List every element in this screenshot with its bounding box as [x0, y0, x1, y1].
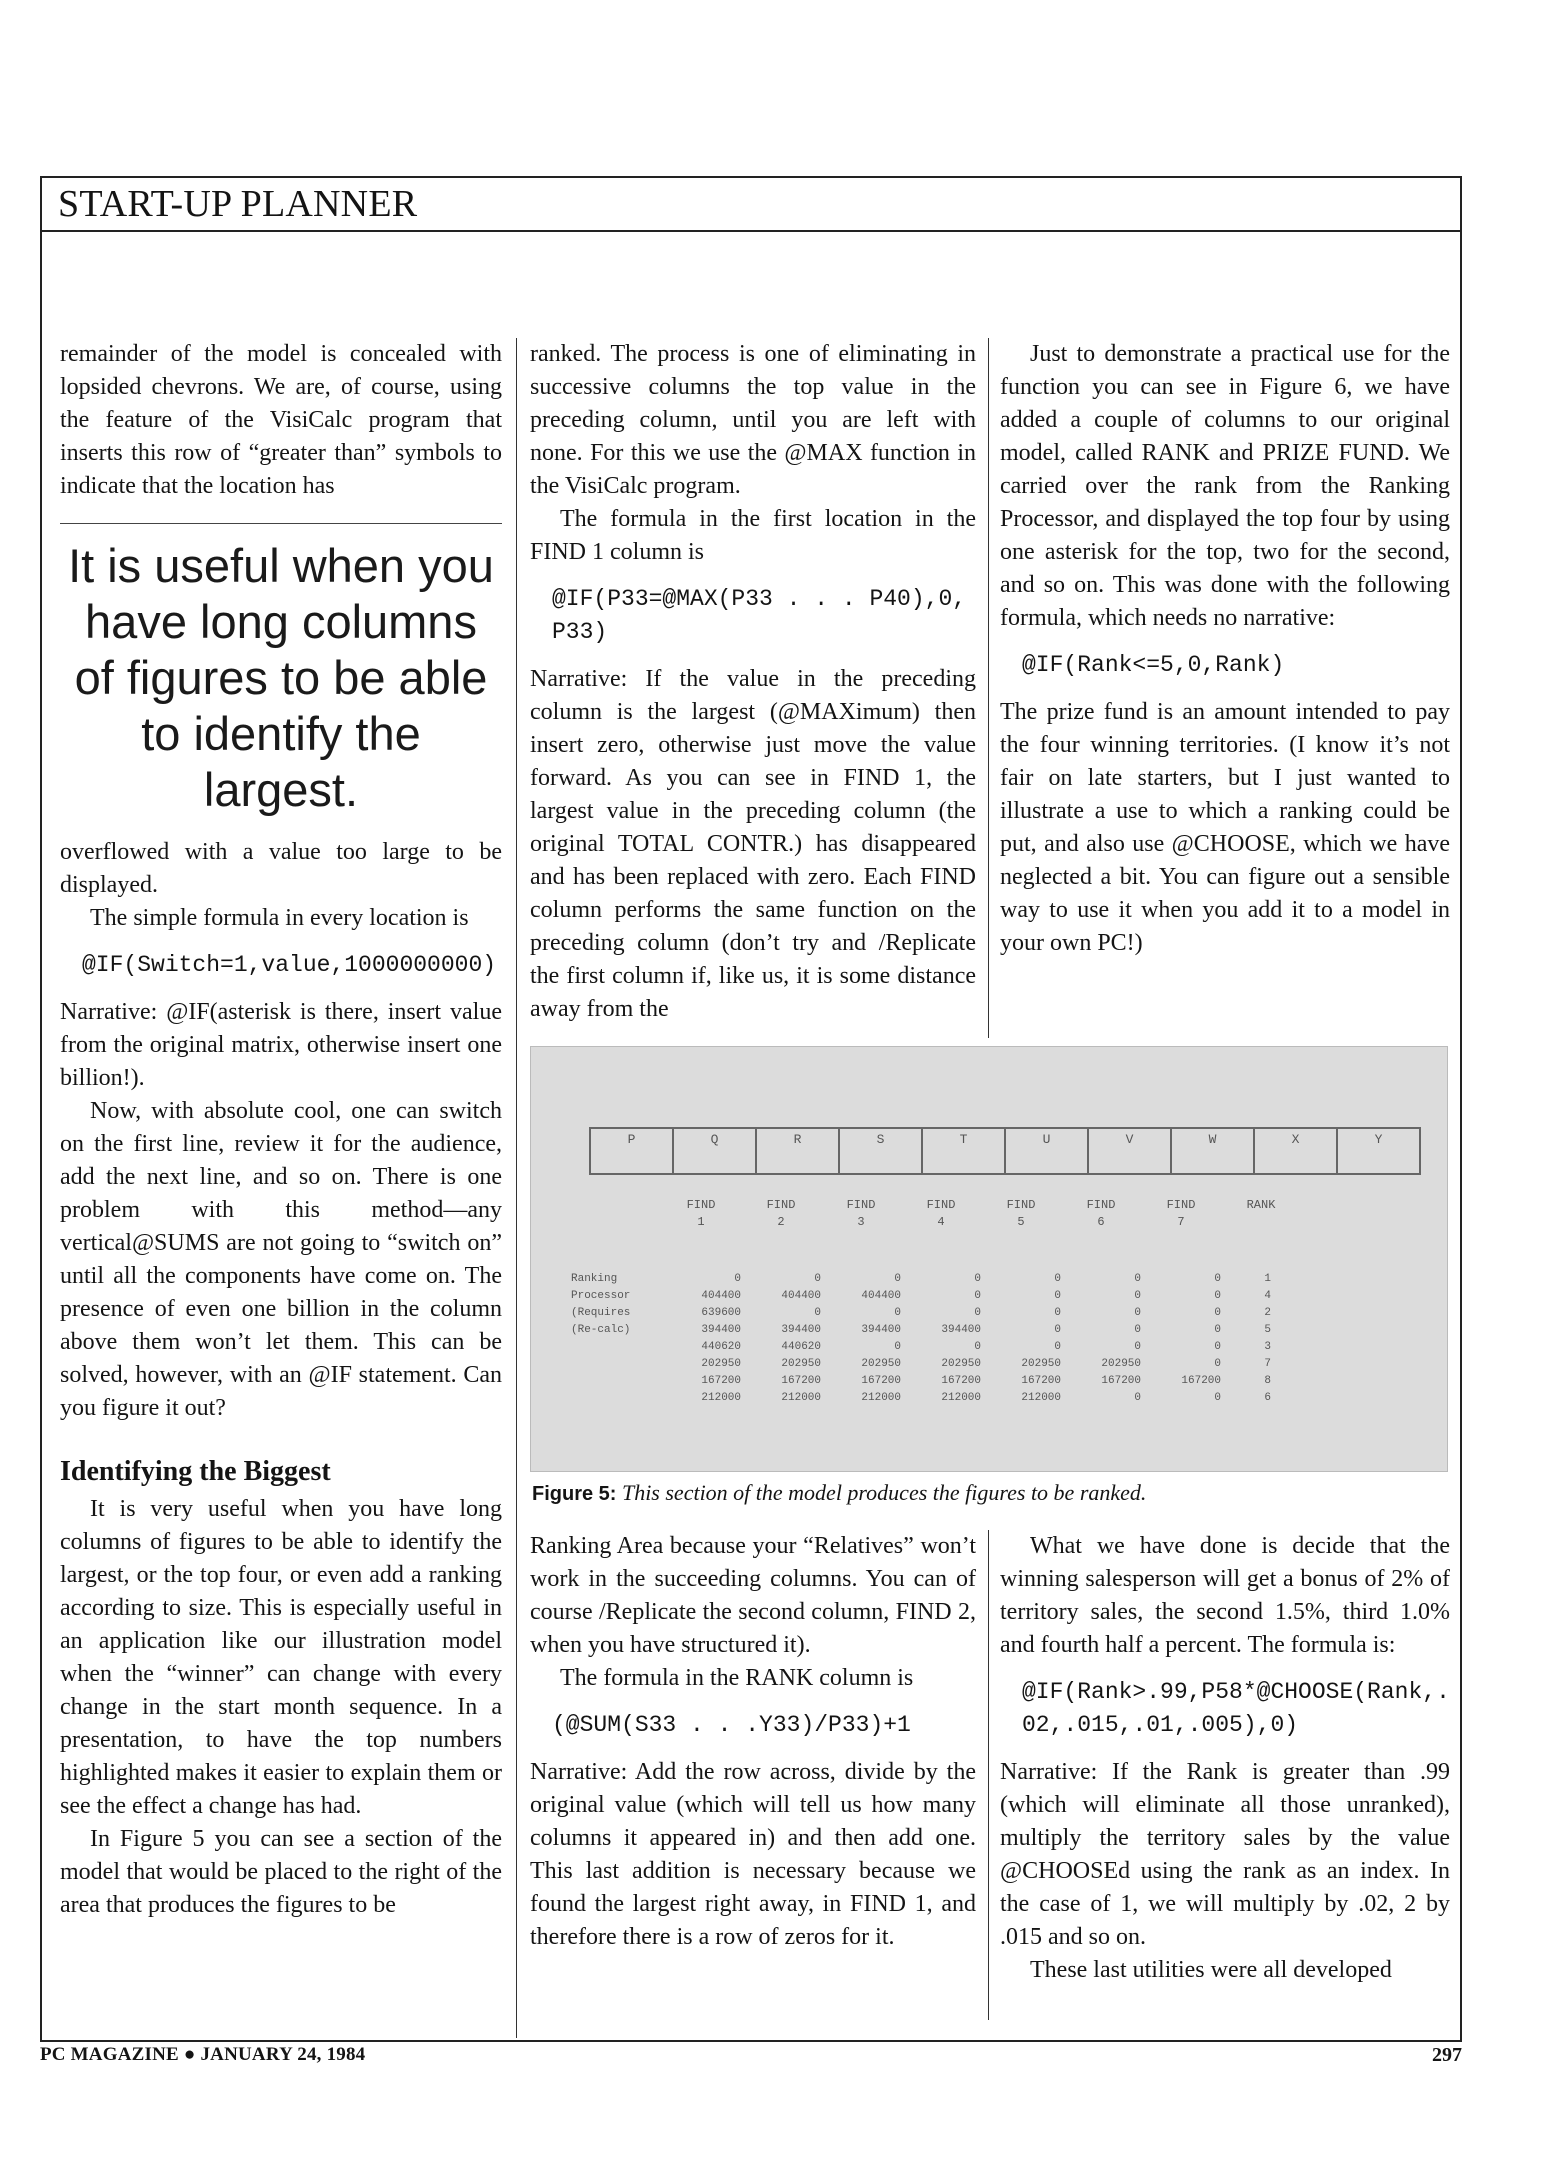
- paragraph: overflowed with a value too large to be displayed.: [60, 839, 502, 898]
- sheet-cell: 440620: [701, 1341, 741, 1353]
- column-rule-3: [988, 1530, 989, 2020]
- sheet-column-header: [589, 1127, 1421, 1175]
- sheet-cell: 5: [1264, 1324, 1271, 1336]
- sheet-column-label-line: FIND: [846, 1198, 876, 1212]
- paragraph: The formula in the RANK column is: [560, 1665, 914, 1691]
- paragraph: Narrative: @IF(asterisk is there, insert value from the original matrix, otherwise insert one billion!).: [60, 999, 502, 1091]
- sheet-cell: 0: [1214, 1290, 1221, 1302]
- sheet-cell: 6: [1264, 1392, 1271, 1404]
- sheet-cell: 8: [1264, 1375, 1271, 1387]
- sheet-cell: 7: [1264, 1358, 1271, 1370]
- sheet-cell: 1: [1264, 1273, 1271, 1285]
- paragraph: Narrative: Add the row across, divide by the original value (which will tell us how many columns it appeared in) and then add one. This last addition is necessary because we found the largest right away, in FIND 1, and therefore there is a row of zeros for it.: [530, 1759, 976, 1950]
- paragraph: Narrative: If the Rank is greater than .99 (which will eliminate all those unranked), multiply the territory sales by the value @CHOOSEd using the rank as an index. In the case of 1, we will multiply by .02, 2 by .015 and so on.: [1000, 1759, 1450, 1950]
- formula: @IF(Switch=1,value,1000000000): [82, 952, 497, 978]
- figure-label: Figure 5:: [532, 1483, 617, 1505]
- sheet-row-label: (Re-calc): [571, 1324, 631, 1336]
- sheet-row-label: Ranking: [571, 1273, 618, 1285]
- formula: @IF(P33=@MAX(P33 . . . P40),0,P33): [552, 586, 967, 645]
- sheet-cell: 167200: [861, 1375, 901, 1387]
- sheet-cell: 167200: [1021, 1375, 1061, 1387]
- sheet-rows: [571, 1271, 1301, 1407]
- sheet-cell: 0: [1134, 1290, 1141, 1302]
- sheet-row: [571, 1339, 1301, 1356]
- sheet-cell: 0: [1054, 1341, 1061, 1353]
- sheet-cell: 212000: [781, 1392, 821, 1404]
- sheet-row: [571, 1305, 1301, 1322]
- sheet-cell: 0: [974, 1341, 981, 1353]
- sheet-cell: 0: [974, 1307, 981, 1319]
- sheet-cell: 0: [1054, 1273, 1061, 1285]
- sheet-cell: 404400: [701, 1290, 741, 1302]
- sheet-cell: 0: [814, 1273, 821, 1285]
- sheet-column-label-line: 4: [937, 1215, 945, 1229]
- sheet-cell: 202950: [861, 1358, 901, 1370]
- paragraph: ranked. The process is one of eliminating in successive columns the top value in the preceding column, until you are left with none. For this we use the @MAX function in the VisiCalc program.: [530, 341, 976, 499]
- sheet-column-label: [981, 1197, 1061, 1231]
- sheet-cell: 639600: [701, 1307, 741, 1319]
- section-title: START-UP PLANNER: [58, 183, 418, 225]
- sheet-row: [571, 1322, 1301, 1339]
- sheet-column-letter: W: [1170, 1129, 1253, 1173]
- sheet-column-label-line: FIND: [1086, 1198, 1116, 1212]
- sheet-column-letter: X: [1253, 1129, 1336, 1173]
- sheet-column-label-line: 3: [857, 1215, 865, 1229]
- paragraph: Ranking Area because your “Relatives” won’t work in the succeeding columns. You can of course /Replicate the second column, FIND 2, when you have structured it).: [530, 1533, 976, 1658]
- sheet-column-label-line: 2: [777, 1215, 785, 1229]
- sheet-cell: 0: [974, 1290, 981, 1302]
- sheet-cell: 394400: [701, 1324, 741, 1336]
- sheet-column-label: [661, 1197, 741, 1231]
- sheet-column-label: [741, 1197, 821, 1231]
- sheet-row: [571, 1373, 1301, 1390]
- sheet-cell: 167200: [701, 1375, 741, 1387]
- sheet-column-label-line: FIND: [766, 1198, 796, 1212]
- sheet-cell: 212000: [941, 1392, 981, 1404]
- sheet-cell: 0: [1134, 1273, 1141, 1285]
- sheet-cell: 202950: [701, 1358, 741, 1370]
- sheet-column-letter: Y: [1336, 1129, 1421, 1173]
- paragraph: Just to demonstrate a practical use for the function you can see in Figure 6, we have added a couple of columns to our original model, called RANK and PRIZE FUND. We carried over the rank from the Ranking Processor, and displayed the top four by using one asterisk for the top, two for the second, and so on. This was done with the following formula, which needs no narrative:: [1000, 341, 1450, 631]
- sheet-cell: 202950: [941, 1358, 981, 1370]
- sheet-column-label-line: 7: [1177, 1215, 1185, 1229]
- sheet-cell: 0: [1214, 1307, 1221, 1319]
- sheet-cell: 0: [1214, 1273, 1221, 1285]
- sheet-column-letter: Q: [672, 1129, 755, 1173]
- pull-quote: It is useful when you have long columns of figures to be able to identify the largest.: [60, 523, 502, 818]
- sheet-cell: 0: [894, 1341, 901, 1353]
- column-3-lower: [1000, 1530, 1450, 2020]
- sheet-cell: 404400: [861, 1290, 901, 1302]
- sheet-cell: 2: [1264, 1307, 1271, 1319]
- paragraph: What we have done is decide that the winning salesperson will get a bonus of 2% of territory sales, the second 1.5%, third 1.0% and fourth half a percent. The formula is:: [1000, 1533, 1450, 1658]
- sheet-cell: 0: [1214, 1358, 1221, 1370]
- paragraph: In Figure 5 you can see a section of the model that would be placed to the right of the area that produces the figures to be: [60, 1826, 502, 1918]
- sheet-cell: 167200: [941, 1375, 981, 1387]
- sheet-cell: 3: [1264, 1341, 1271, 1353]
- column-3: [1000, 338, 1450, 1040]
- sheet-cell: 0: [1134, 1324, 1141, 1336]
- sheet-cell: 202950: [1101, 1358, 1141, 1370]
- sheet-column-label-line: 1: [697, 1215, 705, 1229]
- sheet-column-letter: S: [838, 1129, 921, 1173]
- sheet-cell: 212000: [861, 1392, 901, 1404]
- sheet-cell: 0: [1134, 1341, 1141, 1353]
- sheet-cell: 394400: [941, 1324, 981, 1336]
- sheet-cell: 212000: [1021, 1392, 1061, 1404]
- page-number: 297: [1432, 2044, 1462, 2066]
- sheet-cell: 212000: [701, 1392, 741, 1404]
- sheet-cell: 167200: [781, 1375, 821, 1387]
- sheet-cell: 404400: [781, 1290, 821, 1302]
- sheet-column-label: [1221, 1197, 1301, 1231]
- sheet-cell: 0: [1054, 1324, 1061, 1336]
- sheet-cell: 0: [1054, 1290, 1061, 1302]
- paragraph: The formula in the first location in the FIND 1 column is: [530, 506, 976, 565]
- sheet-column-label-line: 5: [1017, 1215, 1025, 1229]
- column-2-lower: [530, 1530, 976, 2020]
- paragraph: These last utilities were all developed: [1030, 1957, 1392, 1983]
- sheet-cell: 0: [1134, 1392, 1141, 1404]
- sheet-column-letter: V: [1087, 1129, 1170, 1173]
- sheet-cell: 0: [1214, 1341, 1221, 1353]
- sheet-column-label-line: FIND: [686, 1198, 716, 1212]
- sheet-cell: 394400: [861, 1324, 901, 1336]
- sheet-cell: 167200: [1181, 1375, 1221, 1387]
- column-1: [60, 338, 502, 1988]
- sheet-cell: 0: [1054, 1307, 1061, 1319]
- sheet-column-letter: P: [589, 1129, 672, 1173]
- sheet-cell: 4: [1264, 1290, 1271, 1302]
- column-rule-1: [516, 338, 517, 2038]
- sheet-column-label-line: FIND: [1006, 1198, 1036, 1212]
- sheet-column-label-line: FIND: [1166, 1198, 1196, 1212]
- column-2: [530, 338, 976, 1040]
- paragraph: remainder of the model is concealed with lopsided chevrons. We are, of course, using the feature of the VisiCalc program that inserts this row of “greater than” symbols to indicate that the location has: [60, 341, 502, 499]
- figure-caption-text: This section of the model produces the figures to be ranked.: [621, 1480, 1147, 1505]
- column-rule-2: [988, 338, 989, 1038]
- figure-caption: [532, 1480, 1146, 1506]
- header-rule: [40, 230, 1462, 232]
- formula: @IF(Rank<=5,0,Rank): [1022, 652, 1285, 678]
- formula: @IF(Rank>.99,P58*@CHOOSE(Rank,.02,.015,.01,.005),0): [1022, 1679, 1450, 1738]
- sheet-row-label: [571, 1356, 661, 1373]
- sheet-column-letter: T: [921, 1129, 1004, 1173]
- sheet-row: [571, 1390, 1301, 1407]
- sheet-column-label: [901, 1197, 981, 1231]
- sheet-cell: 202950: [1021, 1358, 1061, 1370]
- paragraph: The simple formula in every location is: [90, 905, 469, 931]
- sheet-cell: 0: [734, 1273, 741, 1285]
- sheet-cell: 202950: [781, 1358, 821, 1370]
- sheet-cell: 0: [974, 1273, 981, 1285]
- sheet-row-label: [571, 1339, 661, 1356]
- paragraph: Narrative: If the value in the preceding column is the largest (@MAXimum) then insert zero, otherwise just move the value forward. As you can see in FIND 1, the largest value in the preceding column (the original TOTAL CONTR.) has disappeared and has been replaced with zero. Each FIND column performs the same function on the preceding column (don’t try and /Replicate the first column if, like us, it is some distance away from the: [530, 666, 976, 1022]
- sheet-column-letter: U: [1004, 1129, 1087, 1173]
- sheet-cell: 0: [1214, 1324, 1221, 1336]
- formula: (@SUM(S33 . . .Y33)/P33)+1: [552, 1712, 911, 1738]
- sheet-column-label-line: 6: [1097, 1215, 1105, 1229]
- sheet-column-label: [1141, 1197, 1221, 1231]
- sheet-row: [571, 1288, 1301, 1305]
- sheet-row-label: Processor: [571, 1290, 631, 1302]
- sheet-row-label: [571, 1373, 661, 1390]
- subheading: Identifying the Biggest: [60, 1456, 331, 1487]
- sheet-cell: 0: [1134, 1307, 1141, 1319]
- paragraph: It is very useful when you have long columns of figures to be able to identify the largest, or the top four, or even add a ranking according to size. This is especially useful in an application like our illustration model when the “winner” can change with every change in the start month sequence. In a presentation, to have the top numbers highlighted makes it easier to explain them or see the effect a change has had.: [60, 1496, 502, 1819]
- sheet-column-label-line: RANK: [1246, 1198, 1276, 1212]
- sheet-row-label: [571, 1390, 661, 1407]
- sheet-column-letter: R: [755, 1129, 838, 1173]
- sheet-column-label: [821, 1197, 901, 1231]
- sheet-row-label: (Requires: [571, 1307, 631, 1319]
- sheet-column-label: [1061, 1197, 1141, 1231]
- figure-5-spreadsheet: [530, 1046, 1448, 1472]
- footer-magazine: PC MAGAZINE ● JANUARY 24, 1984: [40, 2044, 366, 2065]
- sheet-cell: 0: [1214, 1392, 1221, 1404]
- sheet-cell: 0: [894, 1307, 901, 1319]
- sheet-cell: 440620: [781, 1341, 821, 1353]
- sheet-column-labels: [661, 1197, 1301, 1231]
- sheet-row: [571, 1271, 1301, 1288]
- sheet-cell: 0: [814, 1307, 821, 1319]
- sheet-column-label-line: FIND: [926, 1198, 956, 1212]
- sheet-cell: 167200: [1101, 1375, 1141, 1387]
- paragraph: Now, with absolute cool, one can switch on the first line, review it for the audience, add the next line, and so on. There is one problem with this method—any vertical@SUMS are not going to “switch on” until all the components have come on. The presence of even one billion in the column above them won’t let them. This can be solved, however, with an @IF statement. Can you figure it out?: [60, 1098, 502, 1421]
- sheet-row: [571, 1356, 1301, 1373]
- paragraph: The prize fund is an amount intended to pay the four winning territories. (I know it’s not fair on late starters, but I just wanted to illustrate a use to which a ranking could be put, and also use @CHOOSE, which we have neglected a bit. You can figure out a sensible way to use it when you add it to a model in your own PC!): [1000, 699, 1450, 956]
- sheet-cell: 0: [894, 1273, 901, 1285]
- sheet-cell: 394400: [781, 1324, 821, 1336]
